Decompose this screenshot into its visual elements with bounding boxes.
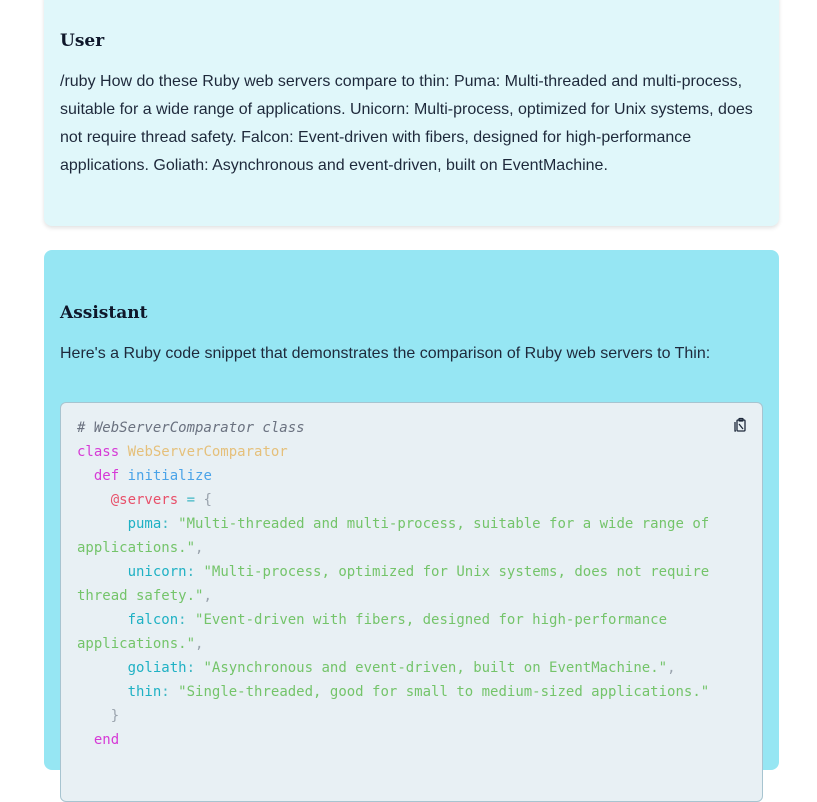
code-token-plain [170,516,178,532]
code-token-punc: , [195,540,204,556]
user-role-label: User [60,31,105,51]
code-line [77,416,717,440]
code-token-plain [187,612,195,628]
code-token-plain [77,660,128,676]
code-content [77,416,717,752]
code-token-op: : [178,612,187,628]
code-token-plain [77,516,128,532]
code-token-plain [77,684,128,700]
code-token-plain [77,708,111,724]
code-line [77,488,717,512]
assistant-message-card [44,250,779,770]
code-line [77,704,717,728]
code-line [77,512,717,560]
code-token-str: "Multi-process, optimized for Unix systems, does not require thread safety." [77,564,718,604]
code-token-str: "Event-driven with fibers, designed for high-performance applications." [77,612,676,652]
code-line [77,464,717,488]
code-token-op: : [186,660,196,676]
code-token-punc: , [195,636,204,652]
code-token-kw: def [93,468,120,484]
code-token-op: : [161,684,170,700]
code-token-plain [119,468,127,484]
code-token-op: : [186,564,196,580]
code-token-key: goliath [127,660,187,676]
code-line [77,680,717,704]
code-token-punc: { [203,492,212,508]
user-message-text: /ruby How do these Ruby web servers compare to thin: Puma: Multi-threaded and multi-process, suitable for a wide range of applications. Unicorn: Multi-process, optimized for Unix systems, does not require thread safety. Falcon: Event-driven with fibers, designed for high-performance applications. Goliath: Asynchronous and event-driven, built on EventMachine. [60,73,753,174]
code-token-str: "Asynchronous and event-driven, built on EventMachine." [203,660,668,676]
assistant-role-label: Assistant [60,303,148,323]
code-token-op: = [186,492,196,508]
code-token-key: falcon [127,612,179,628]
code-token-plain [77,492,111,508]
code-token-str: "Multi-threaded and multi-process, suitable for a wide range of applications." [77,516,718,556]
code-token-fn: initialize [127,468,212,484]
user-message-card [44,0,779,226]
code-line [77,608,717,656]
code-token-key: puma [127,516,162,532]
code-token-str: "Single-threaded, good for small to medium-sized applications." [178,684,710,700]
clipboard-copy-icon[interactable] [732,417,748,433]
code-token-kw: class [77,444,120,460]
code-token-punc: , [203,588,212,604]
code-token-comment: # WebServerComparator class [77,420,305,436]
code-block [60,402,763,802]
code-token-plain [77,468,94,484]
code-token-plain [178,492,186,508]
code-token-key: unicorn [127,564,187,580]
code-token-plain [77,612,128,628]
code-token-key: thin [127,684,162,700]
code-token-op: : [161,516,170,532]
code-line [77,440,717,464]
code-token-plain [170,684,178,700]
code-token-kw: end [93,732,120,748]
code-token-plain [77,564,128,580]
assistant-message-text: Here's a Ruby code snippet that demonstrates the comparison of Ruby web servers to Thin: [60,345,711,362]
code-token-plain [119,444,127,460]
code-token-class: WebServerComparator [127,444,288,460]
code-token-ivar: @servers [110,492,179,508]
code-token-punc: , [667,660,676,676]
code-token-punc: } [110,708,120,724]
code-line [77,656,717,680]
code-line [77,560,717,608]
code-line [77,728,717,752]
